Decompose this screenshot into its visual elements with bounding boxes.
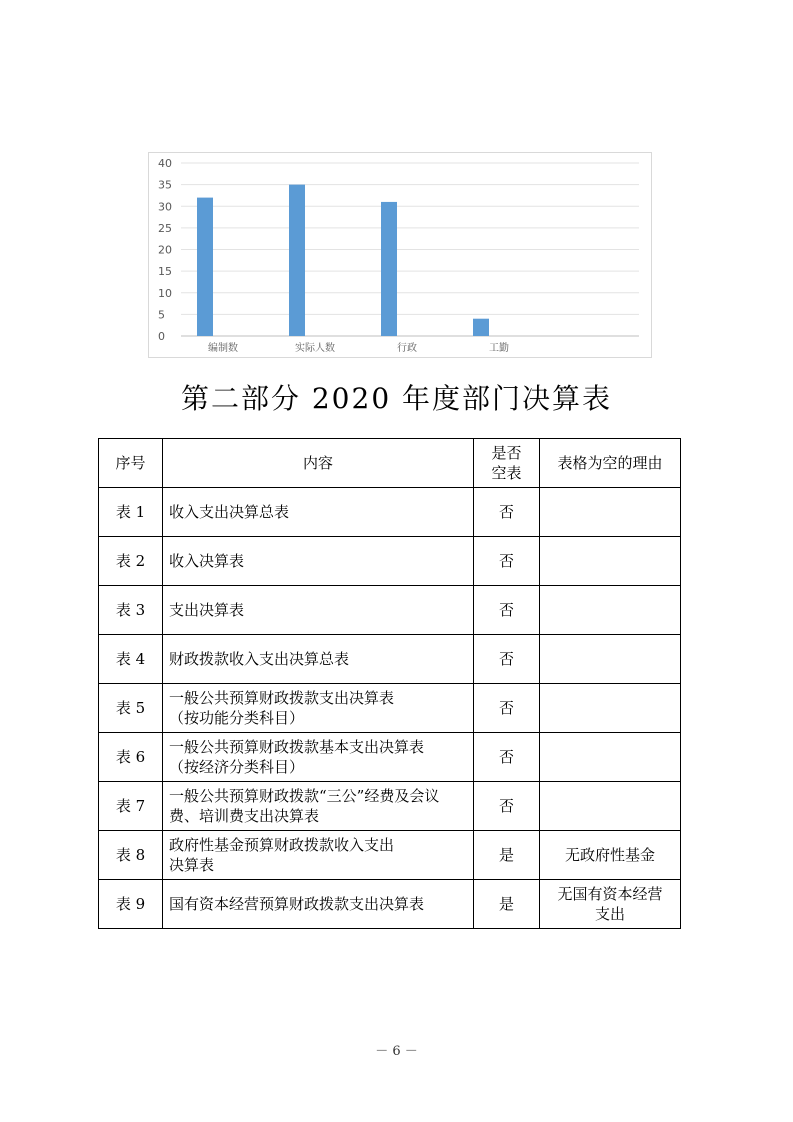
cell-content bbox=[163, 733, 474, 782]
cell-no: 表 2 bbox=[99, 537, 163, 586]
header-reason: 表格为空的理由 bbox=[540, 439, 681, 488]
header-no: 序号 bbox=[99, 439, 163, 488]
header-empty bbox=[474, 439, 540, 488]
cell-content bbox=[163, 635, 474, 684]
cell-content-line1: 一般公共预算财政拨款支出决算表 bbox=[169, 689, 395, 707]
cell-reason bbox=[540, 733, 681, 782]
cell-reason bbox=[540, 880, 681, 929]
bar-3 bbox=[473, 319, 489, 336]
table-row bbox=[99, 586, 681, 635]
y-tick-label: 15 bbox=[158, 265, 172, 279]
y-tick-label: 25 bbox=[158, 221, 172, 235]
table-row bbox=[99, 488, 681, 537]
cell-no: 表 5 bbox=[99, 684, 163, 733]
cell-content bbox=[163, 880, 474, 929]
cell-content bbox=[163, 537, 474, 586]
cell-is-empty: 否 bbox=[474, 635, 540, 684]
cell-content-line1: 政府性基金预算财政拨款收入支出 bbox=[169, 836, 395, 854]
cell-reason bbox=[540, 782, 681, 831]
y-tick-label: 0 bbox=[158, 330, 165, 343]
table-body bbox=[99, 488, 681, 929]
cell-content-line1: 财政拨款收入支出决算总表 bbox=[169, 650, 350, 668]
y-tick-label: 5 bbox=[158, 308, 165, 322]
cell-is-empty: 是 bbox=[474, 880, 540, 929]
cell-content-line1: 国有资本经营预算财政拨款支出决算表 bbox=[169, 895, 425, 913]
table-row bbox=[99, 733, 681, 782]
header-content: 内容 bbox=[163, 439, 474, 488]
cell-content-line1: 一般公共预算财政拨款基本支出决算表 bbox=[169, 738, 425, 756]
cell-reason bbox=[540, 586, 681, 635]
cell-no: 表 7 bbox=[99, 782, 163, 831]
header-empty-line1: 是否 bbox=[491, 444, 522, 462]
y-tick-label: 10 bbox=[158, 286, 172, 300]
cell-reason bbox=[540, 684, 681, 733]
cell-no: 表 8 bbox=[99, 831, 163, 880]
cell-is-empty: 是 bbox=[474, 831, 540, 880]
y-tick-label: 40 bbox=[158, 157, 172, 170]
cell-is-empty: 否 bbox=[474, 488, 540, 537]
cell-reason bbox=[540, 831, 681, 880]
cell-content-line2: （按经济分类科目） bbox=[169, 758, 305, 776]
bar-2 bbox=[381, 202, 397, 336]
cell-reason bbox=[540, 488, 681, 537]
cell-no: 表 9 bbox=[99, 880, 163, 929]
chart-canvas bbox=[149, 153, 653, 359]
cell-is-empty: 否 bbox=[474, 733, 540, 782]
table-row bbox=[99, 635, 681, 684]
table-row bbox=[99, 684, 681, 733]
cell-reason-line2: 支出 bbox=[594, 905, 625, 923]
cell-content bbox=[163, 684, 474, 733]
cell-content bbox=[163, 488, 474, 537]
cell-no: 表 6 bbox=[99, 733, 163, 782]
bar-1 bbox=[289, 185, 305, 336]
cell-is-empty: 否 bbox=[474, 537, 540, 586]
cell-content bbox=[163, 831, 474, 880]
header-empty-line2: 空表 bbox=[491, 464, 522, 482]
table-row bbox=[99, 880, 681, 929]
cell-reason bbox=[540, 537, 681, 586]
cell-content bbox=[163, 782, 474, 831]
table-row bbox=[99, 537, 681, 586]
cell-reason bbox=[540, 635, 681, 684]
cell-content bbox=[163, 586, 474, 635]
x-category-label: 编制数 bbox=[208, 343, 238, 354]
cell-content-line2: 费、培训费支出决算表 bbox=[169, 807, 320, 825]
table-row bbox=[99, 831, 681, 880]
x-category-label: 工勤 bbox=[489, 343, 509, 354]
cell-reason-line1: 无政府性基金 bbox=[564, 846, 655, 864]
cell-content-line1: 一般公共预算财政拨款“三公”经费及会议 bbox=[169, 787, 440, 805]
cell-no: 表 1 bbox=[99, 488, 163, 537]
section-title: 第二部分 2020 年度部门决算表 bbox=[180, 382, 613, 415]
y-tick-label: 30 bbox=[158, 200, 172, 214]
page-number: － 6 － bbox=[375, 1044, 418, 1059]
cell-is-empty: 否 bbox=[474, 684, 540, 733]
cell-is-empty: 否 bbox=[474, 586, 540, 635]
cell-content-line2: 决算表 bbox=[169, 856, 215, 874]
x-category-label: 行政 bbox=[397, 343, 417, 354]
y-tick-label: 20 bbox=[158, 243, 172, 257]
cell-no: 表 4 bbox=[99, 635, 163, 684]
cell-content-line1: 支出决算表 bbox=[169, 601, 245, 619]
bar-0 bbox=[197, 198, 213, 336]
cell-reason-line1: 无国有资本经营 bbox=[557, 885, 663, 903]
cell-content-line1: 收入决算表 bbox=[169, 552, 245, 570]
x-category-label: 实际人数 bbox=[295, 343, 335, 354]
cell-no: 表 3 bbox=[99, 586, 163, 635]
table-header-row bbox=[99, 439, 681, 488]
cell-is-empty: 否 bbox=[474, 782, 540, 831]
table-row bbox=[99, 782, 681, 831]
staff-bar-chart bbox=[148, 152, 652, 358]
cell-content-line1: 收入支出决算总表 bbox=[169, 503, 290, 521]
final-accounts-table bbox=[98, 438, 681, 929]
y-tick-label: 35 bbox=[158, 178, 172, 192]
cell-content-line2: （按功能分类科目） bbox=[169, 709, 305, 727]
